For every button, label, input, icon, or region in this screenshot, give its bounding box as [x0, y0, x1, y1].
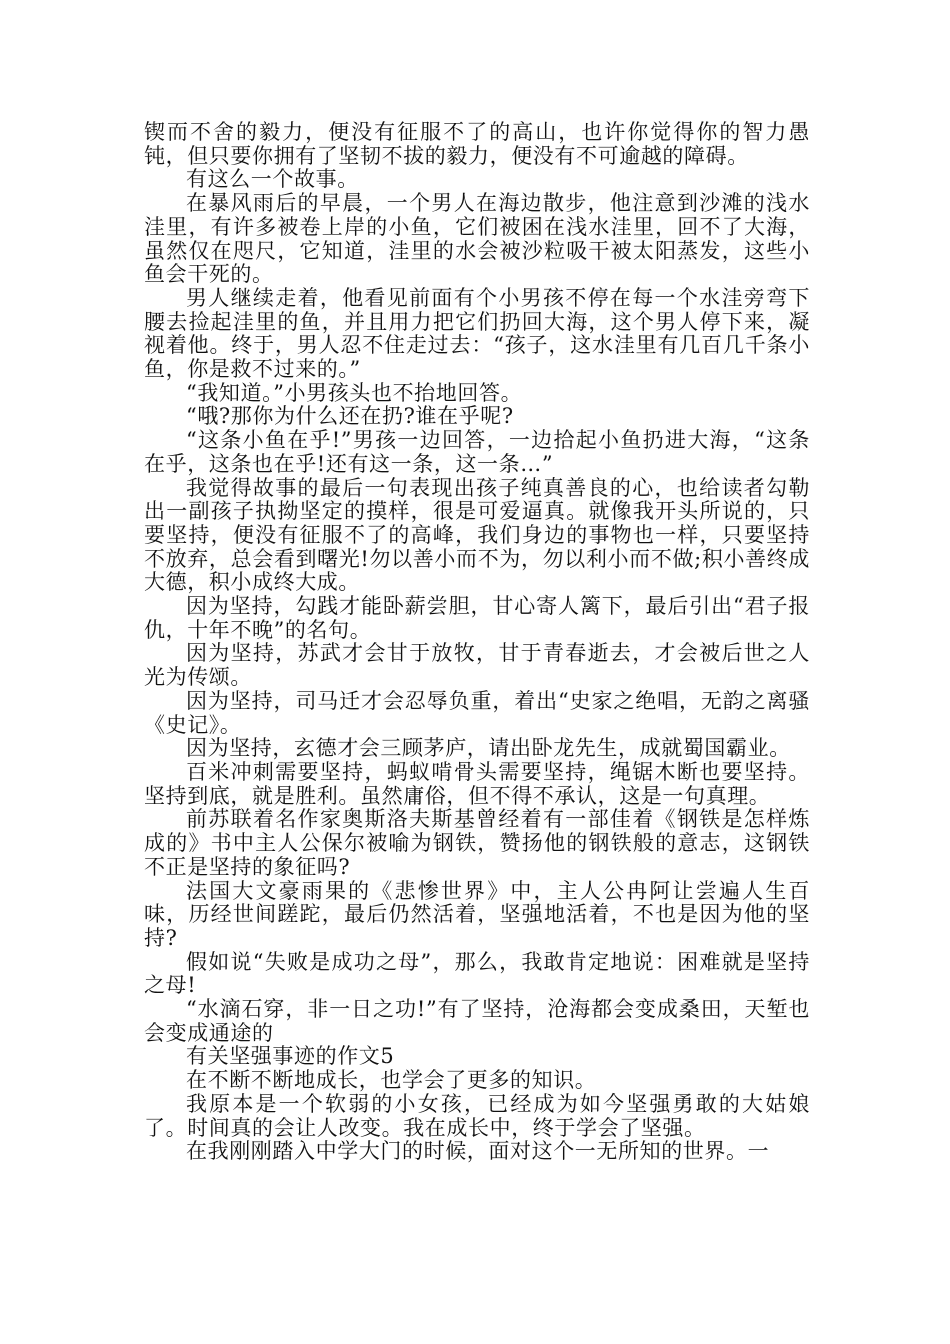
paragraph: 百米冲刺需要坚持，蚂蚁啃骨头需要坚持，绳锯木断也要坚持。坚持到底，就是胜利。虽然庸俗，但不得不承认，这是一句真理。 [144, 759, 810, 808]
section-heading: 有关坚强事迹的作文5 [186, 1044, 395, 1069]
paragraph: “我知道。”小男孩头也不抬地回答。 [186, 380, 523, 405]
paragraph: 因为坚持，司马迁才会忍辱负重，着出“史家之绝唱，无韵之离骚《史记》。 [144, 688, 810, 737]
paragraph: 我原本是一个软弱的小女孩，已经成为如今坚强勇敢的大姑娘了。时间真的会让人改变。我在成长中，终于学会了坚强。 [144, 1091, 810, 1140]
paragraph: 在暴风雨后的早晨，一个男人在海边散步，他注意到沙滩的浅水洼里，有许多被卷上岸的小鱼，它们被困在浅水洼里，回不了大海，虽然仅在咫尺，它知道，洼里的水会被沙粒吸干被太阳蒸发，这些小鱼会干死的。 [144, 191, 810, 287]
paragraph: 因为坚持，玄德才会三顾茅庐，请出卧龙先生，成就蜀国霸业。 [186, 736, 791, 761]
paragraph: 假如说“失败是成功之母”，那么，我敢肯定地说：困难就是坚持之母! [144, 949, 810, 998]
paragraph: 法国大文豪雨果的《悲惨世界》中，主人公冉阿让尝遍人生百味，历经世间蹉跎，最后仍然活着，坚强地活着，不也是因为他的坚持? [144, 878, 810, 950]
paragraph: 因为坚持，苏武才会甘于放牧，甘于青春逝去，才会被后世之人光为传颂。 [144, 641, 810, 690]
paragraph: “水滴石穿，非一日之功!”有了坚持，沧海都会变成桑田，天堑也会变成通途的 [144, 997, 810, 1045]
paragraph: 锲而不舍的毅力，便没有征服不了的高山，也许你觉得你的智力愚钝，但只要你拥有了坚韧不拔的毅力，便没有不可逾越的障碍。 [144, 120, 810, 168]
paragraph: 因为坚持，勾践才能卧薪尝胆，甘心寄人篱下，最后引出“君子报仇，十年不晚”的名句。 [144, 594, 810, 642]
paragraph: 在我刚刚踏入中学大门的时候，面对这个一无所知的世界。一 [186, 1139, 770, 1164]
paragraph: “这条小鱼在乎!”男孩一边回答，一边拾起小鱼扔进大海，“这条在乎，这条也在乎!还有这一条，这一条…” [144, 428, 810, 476]
paragraph: 有这么一个故事。 [186, 167, 359, 192]
paragraph: 男人继续走着，他看见前面有个小男孩不停在每一个水洼旁弯下腰去捡起洼里的鱼，并且用力把它们扔回大海，这个男人停下来，凝视着他。终于，男人忍不住走过去：“孩子，这水洼里有几百几千条小鱼，你是救不过来的。” [144, 285, 810, 382]
paragraph: 在不断不断地成长，也学会了更多的知识。 [186, 1068, 597, 1093]
paragraph: 我觉得故事的最后一句表现出孩子纯真善良的心，也给读者勾勒出一副孩子执拗坚定的摸样，很是可爱逼真。就像我开头所说的，只要坚持，便没有征服不了的高峰，我们身边的事物也一样，只要坚持不放弃，总会看到曙光!勿以善小而不为，勿以利小而不做;积小善终成大德，积小成终大成。 [144, 475, 810, 595]
paragraph: 前苏联着名作家奥斯洛夫斯基曾经着有一部佳着《钢铁是怎样炼成的》书中主人公保尔被喻为钢铁，赞扬他的钢铁般的意志，这钢铁不正是坚持的象征吗? [144, 807, 810, 879]
document-page [144, 121, 810, 1164]
paragraph: “哦?那你为什么还在扔?谁在乎呢? [186, 404, 514, 429]
